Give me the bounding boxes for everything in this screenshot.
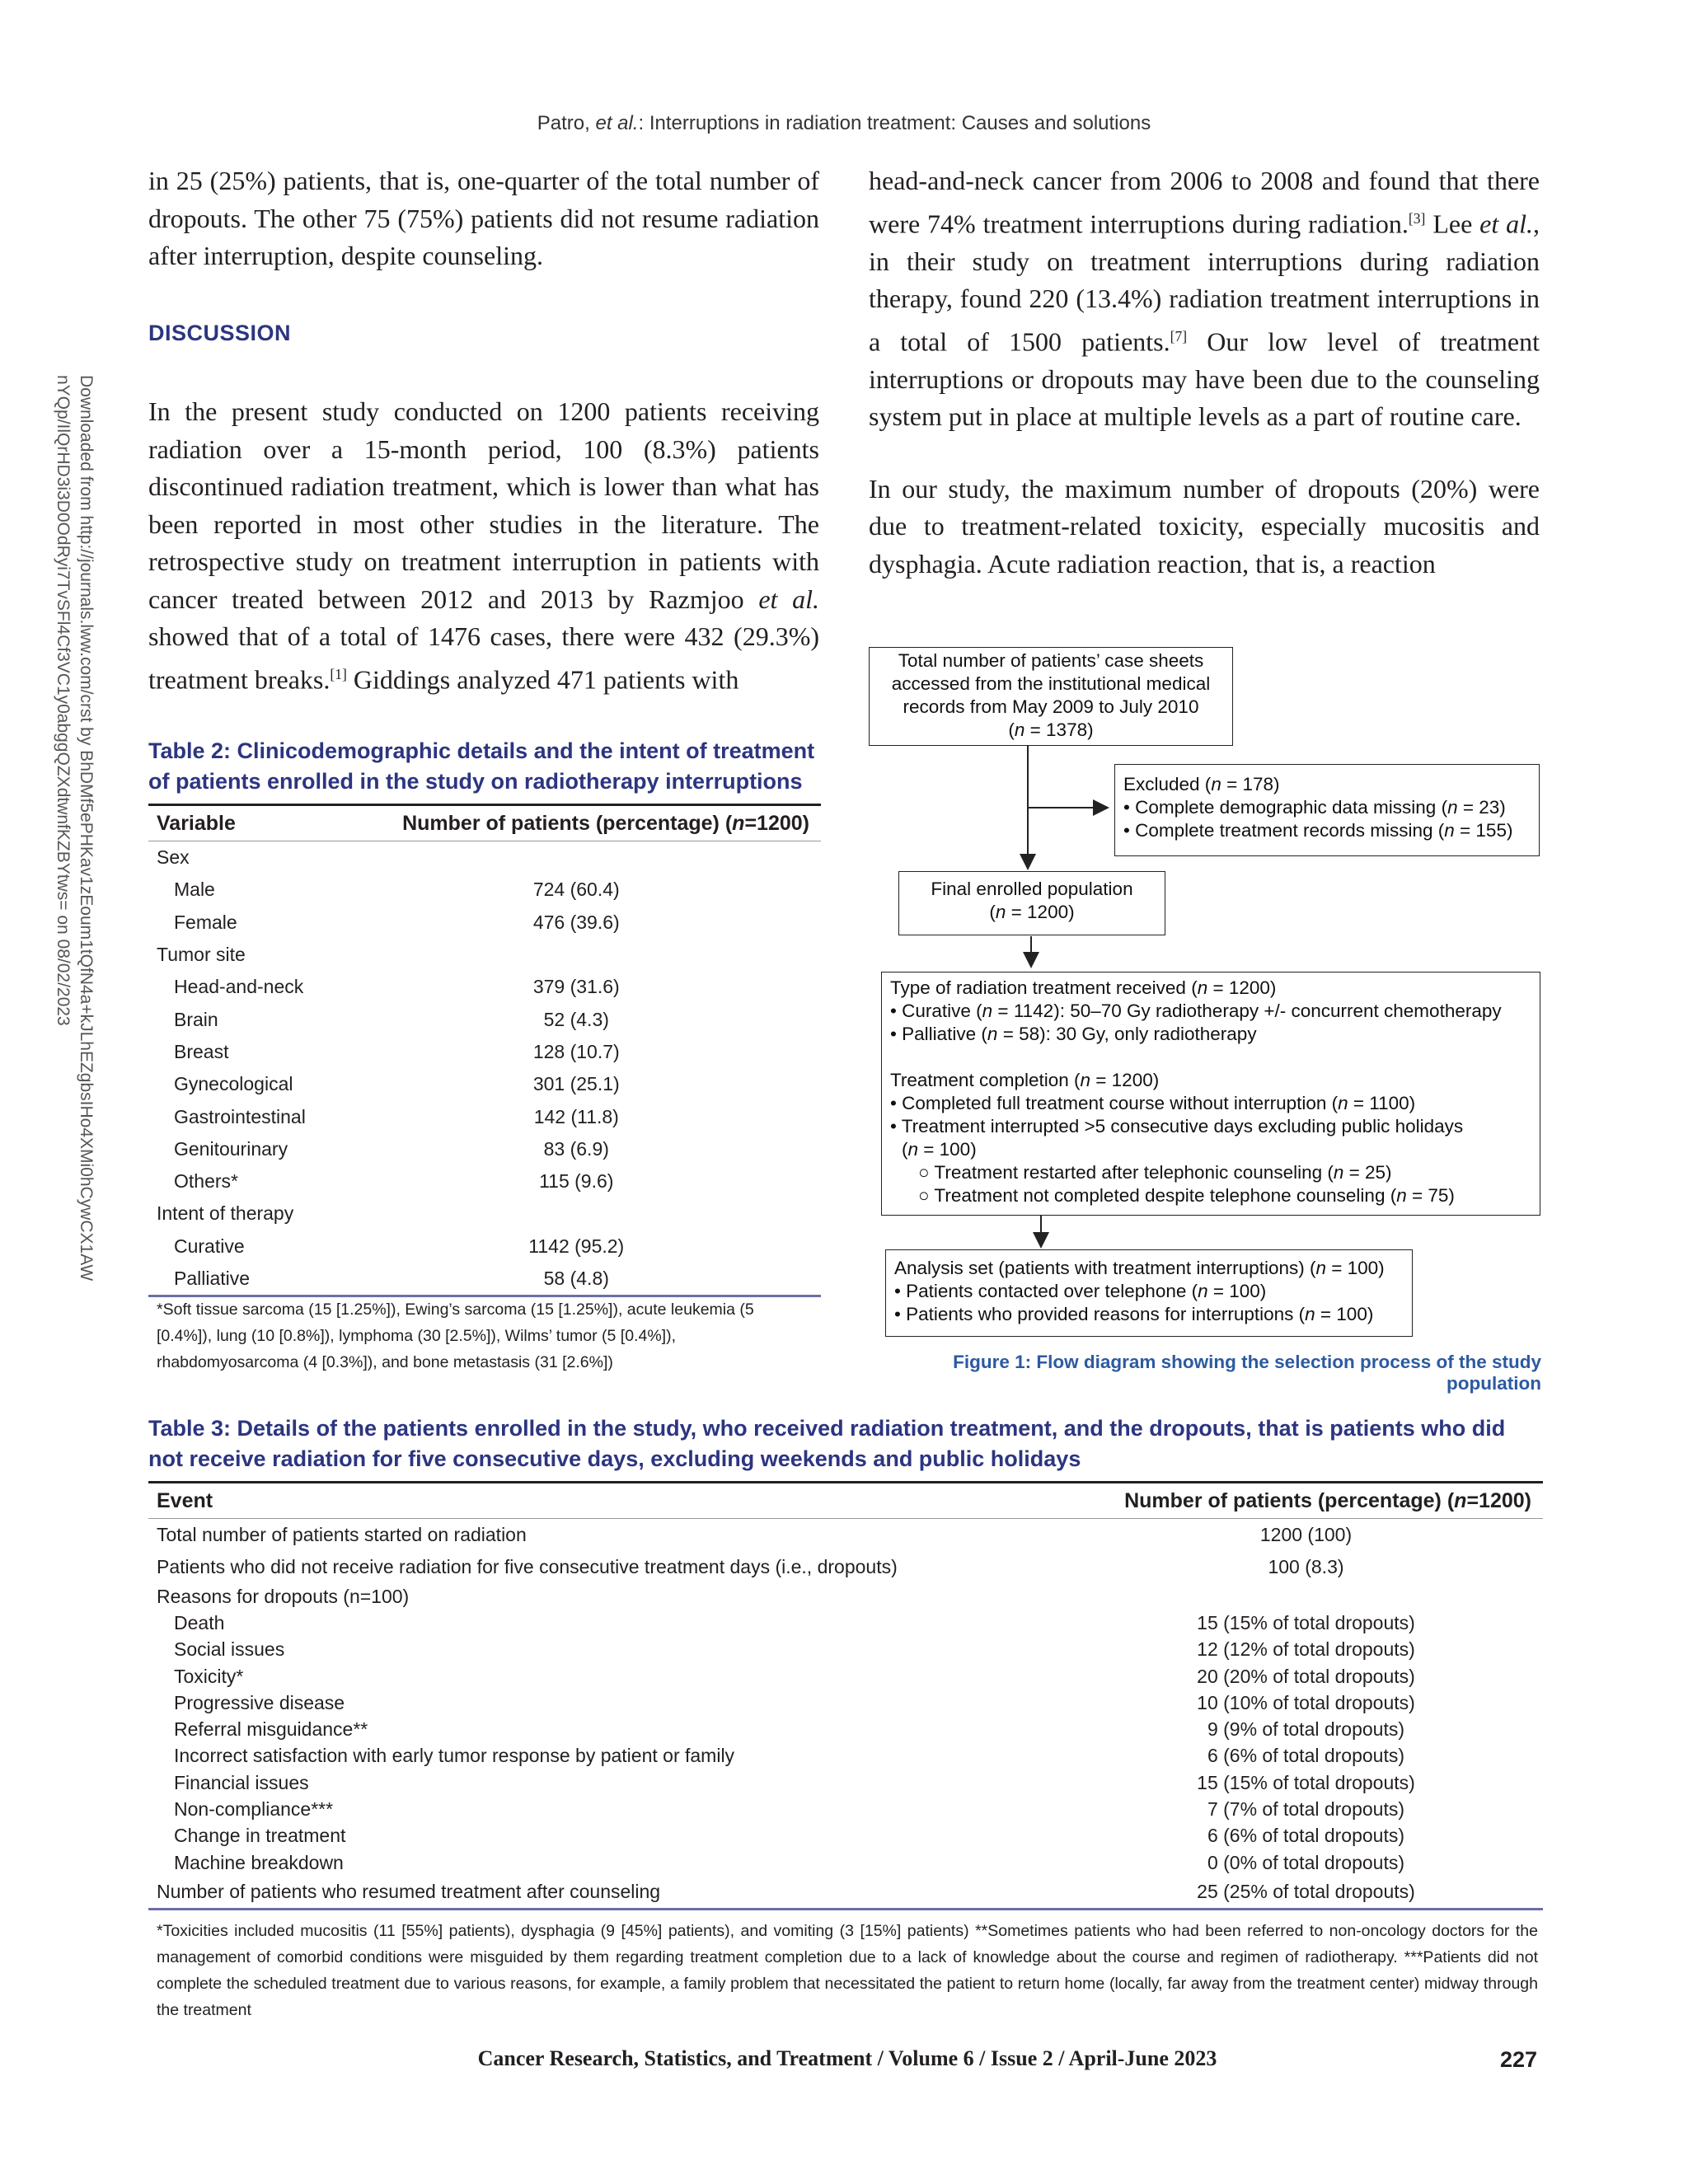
table2-row [148, 1003, 821, 1035]
table2-cell-value [332, 939, 821, 971]
table3-row [148, 1716, 1543, 1742]
table3-row [148, 1876, 1543, 1910]
table2-cell-label: Genitourinary [174, 1137, 288, 1160]
table3-cell-label: Patients who did not receive radiation for five consecutive treatment days (i.e., dropouts) [157, 1556, 898, 1577]
table3-row [148, 1551, 1543, 1583]
table3-caption: Table 3: Details of the patients enrolled in the study, who received radiation treatment, and the dropouts, that is patients who did not receive radiation for five consecutive days, excluding weekends and public holidays [148, 1416, 1506, 1471]
table2-cell-label: Sex [157, 846, 190, 869]
table2-caption: Table 2: Clinicodemographic details and the intent of treatment of patients enrolled in the study on radiotherapy interruptions [148, 738, 815, 794]
table2-cell-value [332, 841, 821, 874]
download-watermark [48, 375, 97, 1446]
table3-row [148, 1796, 1543, 1822]
download-line-2: nYQp/IlQrHD3i3D0OdRyi7TvSFl4Cf3VC1y0abggQZXdtwnfKZBYtws= on 08/02/2023 [54, 375, 73, 1026]
download-line-1: Downloaded from http://journals.lww.com/crst by BhDMf5ePHKav1zEoum1tQfN4a+kJLhEZgbsIHo4XMi0hCywCX1AW [77, 375, 96, 1282]
table3-cell-label: Social issues [174, 1638, 285, 1661]
table2-row [148, 874, 821, 906]
table3-cell-label: Progressive disease [174, 1691, 345, 1713]
table3-cell-value: 12 (12% of total dropouts) [1197, 1638, 1415, 1661]
table2-cell-label: Head-and-neck [174, 976, 304, 998]
table3-body [148, 1519, 1543, 1910]
table2-cell-value: 58 (4.8) [332, 1263, 821, 1296]
table3-cell-value: 15 (15% of total dropouts) [1197, 1771, 1415, 1793]
table3-footnote: *Toxicities included mucositis (11 [55%] patients), dysphagia (9 [45%] patients), and vomiting (3 [15%] patients) **Sometimes patients who had been referred to non-oncology doctors for the management of comorbid conditions were misguided by them regarding treatment completion due to a lack of knowledge about the course and regimen of radiotherapy. ***Patients did not complete the scheduled treatment due to various reasons, for example, a family problem that necessitated the patient to return home (locally, far away from the treatment center) midway through the treatment [157, 1922, 1538, 2019]
table2-cell-label: Breast [174, 1040, 229, 1062]
table3-row [148, 1519, 1543, 1552]
table2-row [148, 1263, 821, 1296]
table3-row [148, 1610, 1543, 1636]
table3-cell-label: Referral misguidance** [174, 1718, 368, 1741]
table2-cell-value: 142 (11.8) [533, 1105, 619, 1127]
table3-cell-label: Total number of patients started on radiation [157, 1524, 527, 1545]
table3-cell-label: Machine breakdown [174, 1851, 344, 1873]
table2-cell-label: Male [174, 879, 215, 901]
flow-box-analysis: Analysis set (patients with treatment interruptions) (n = 100) • Patients contacted over telephone (n = 100) • Patients who provided reasons for interruptions (n = 100) [885, 1249, 1413, 1337]
table3 [148, 1481, 1543, 1910]
table2-row [148, 841, 821, 874]
table3-cell-value: 0 (0% of total dropouts) [1207, 1851, 1405, 1873]
table3-cell-value: 100 (8.3) [1268, 1556, 1344, 1577]
table3-cell-value: 1200 (100) [1259, 1524, 1353, 1545]
left-paragraph-1: in 25 (25%) patients, that is, one-quarter of the total number of dropouts. The other 75 (75%) patients did not resume radiation after interruption, despite counseling. [148, 166, 819, 270]
table2-row [148, 939, 821, 971]
table2-row [148, 1068, 821, 1100]
table2 [148, 804, 821, 1297]
table2-cell-value: 128 (10.7) [532, 1040, 620, 1062]
table2-footnote: *Soft tissue sarcoma (15 [1.25%]), Ewing’s sarcoma (15 [1.25%]), acute leukemia (5 [0.4%]), lung (10 [0.8%]), lymphoma (30 [2.5%]), Wilms’ tumor (5 [0.4%]), rhabdomyosarcoma (4 [0.3%]), and bone metastasis (31 [2.6%]) [157, 1301, 754, 1371]
table2-cell-label: Brain [174, 1008, 218, 1030]
right-paragraph-1: head-and-neck cancer from 2006 to 2008 and found that there were 74% treatment interruptions during radiation.[3] Lee et al., in their study on treatment interruptions during radiation therapy, found 220 (13.4%) radiation treatment interruptions in a total of 1500 patients.[7] Our low level of treatment interruptions or dropouts may have been due to the counseling system put in place at multiple levels as a part of routine care. [869, 166, 1540, 432]
running-header: Patro, et al.: Interruptions in radiation treatment: Causes and solutions [537, 112, 1151, 134]
table2-header-variable: Variable [148, 805, 332, 841]
table3-row [148, 1690, 1543, 1716]
table3-cell-value: 7 (7% of total dropouts) [1207, 1798, 1405, 1821]
table2-row [148, 907, 821, 939]
table3-cell-value: 10 (10% of total dropouts) [1197, 1691, 1415, 1713]
table3-header-count: Number of patients (percentage) (n=1200) [1069, 1483, 1543, 1519]
table3-row [148, 1823, 1543, 1849]
table2-cell-label: Gastrointestinal [174, 1105, 306, 1127]
table3-header-event: Event [148, 1483, 1069, 1519]
table3-cell-label: Reasons for dropouts (n=100) [157, 1585, 410, 1607]
table3-cell-value: 6 (6% of total dropouts) [1207, 1825, 1405, 1847]
table2-cell-label: Others* [174, 1170, 238, 1193]
table3-cell-label: Number of patients who resumed treatment after counseling [148, 1876, 1069, 1910]
table2-cell-value: 379 (31.6) [532, 976, 620, 998]
flow-box-final: Final enrolled population (n = 1200) [898, 871, 1165, 935]
left-column [148, 162, 819, 699]
journal-footer: Cancer Research, Statistics, and Treatment / Volume 6 / Issue 2 / April-June 2023 [477, 2046, 1217, 2070]
table2-row [148, 1165, 821, 1197]
table2-row [148, 1133, 821, 1165]
table2-cell-value: 52 (4.3) [543, 1008, 609, 1030]
table2-row [148, 1036, 821, 1068]
table3-row [148, 1849, 1543, 1876]
table2-cell-value: 115 (9.6) [539, 1170, 614, 1193]
table3-row [148, 1637, 1543, 1663]
table2-cell-value: 724 (60.4) [532, 879, 620, 901]
table2-row [148, 971, 821, 1003]
table2-row [148, 1197, 821, 1230]
table2-cell-label: Curative [174, 1235, 245, 1257]
flow-box-treatment: Type of radiation treatment received (n = 1200) • Curative (n = 1142): 50–70 Gy radiotherapy +/- concurrent chemotherapy • Palliative (n = 58): 30 Gy, only radiotherapy Treatment completion (n = 1200) • Completed full treatment course without interruption (n = 1100) • Treatment interrupted >5 consecutive days excluding public holidays (n = 100) ○ Treatment restarted after telephonic counseling (n = 25) ○ Treatment not completed despite telephone counseling (n = 75) [881, 972, 1540, 1216]
right-column [869, 162, 1540, 583]
table3-cell-label: Death [174, 1611, 225, 1633]
table2-header-count: Number of patients (percentage) (n=1200) [332, 805, 821, 841]
table3-row [148, 1663, 1543, 1690]
table2-cell-label: Intent of therapy [157, 1202, 294, 1225]
table3-row [148, 1769, 1543, 1796]
table3-cell-label: Toxicity* [174, 1665, 244, 1687]
table3-cell-value [1069, 1583, 1543, 1610]
flow-box-excluded: Excluded (n = 178) • Complete demographic data missing (n = 23) • Complete treatment records missing (n = 155) [1114, 764, 1540, 856]
table3-cell-label: Non-compliance*** [174, 1798, 334, 1821]
table2-cell-value: 1142 (95.2) [528, 1235, 625, 1257]
table2-row [148, 1100, 821, 1132]
table3-cell-value: 20 (20% of total dropouts) [1197, 1665, 1415, 1687]
table3-cell-value: 9 (9% of total dropouts) [1207, 1718, 1405, 1741]
table3-cell-value: 25 (25% of total dropouts) [1069, 1876, 1543, 1910]
table2-cell-value: 83 (6.9) [543, 1137, 609, 1160]
right-paragraph-2: In our study, the maximum number of dropouts (20%) were due to treatment-related toxicity, especially mucositis and dysphagia. Acute radiation reaction, that is, a reaction [869, 473, 1540, 579]
table2-cell-value: 476 (39.6) [532, 911, 620, 933]
table3-cell-label: Incorrect satisfaction with early tumor response by patient or family [174, 1745, 735, 1767]
table3-row [148, 1743, 1543, 1769]
table2-cell-value [332, 1197, 821, 1230]
table3-cell-value: 15 (15% of total dropouts) [1197, 1611, 1415, 1633]
page-number: 227 [1500, 2047, 1538, 2072]
table2-cell-label: Palliative [148, 1263, 332, 1296]
table3-cell-label: Change in treatment [174, 1825, 346, 1847]
table2-cell-value: 301 (25.1) [532, 1073, 620, 1095]
table2-cell-label: Gynecological [174, 1073, 293, 1095]
discussion-heading: DISCUSSION [148, 320, 292, 345]
table2-body [148, 841, 821, 1296]
table2-row [148, 1230, 821, 1263]
table3-cell-label: Financial issues [174, 1771, 309, 1793]
figure1-caption: Figure 1: Flow diagram showing the selection process of the study population [953, 1352, 1541, 1394]
left-paragraph-2: In the present study conducted on 1200 patients receiving radiation over a 15-month period, 100 (8.3%) patients discontinued radiation treatment, which is lower than what has been reported in most other studies in the literature. The retrospective study on treatment interruption in patients with cancer treated between 2012 and 2013 by Razmjoo et al. showed that of a total of 1476 cases, there were 432 (29.3%) treatment breaks.[1] Giddings analyzed 471 patients with [148, 396, 820, 695]
flow-box-total: Total number of patients’ case sheets accessed from the institutional medical records from May 2009 to July 2010 (n = 1378) [869, 647, 1233, 746]
table2-cell-label: Tumor site [157, 944, 246, 966]
table3-row [148, 1583, 1543, 1610]
table3-cell-value: 6 (6% of total dropouts) [1207, 1745, 1405, 1767]
table2-cell-label: Female [174, 911, 237, 933]
